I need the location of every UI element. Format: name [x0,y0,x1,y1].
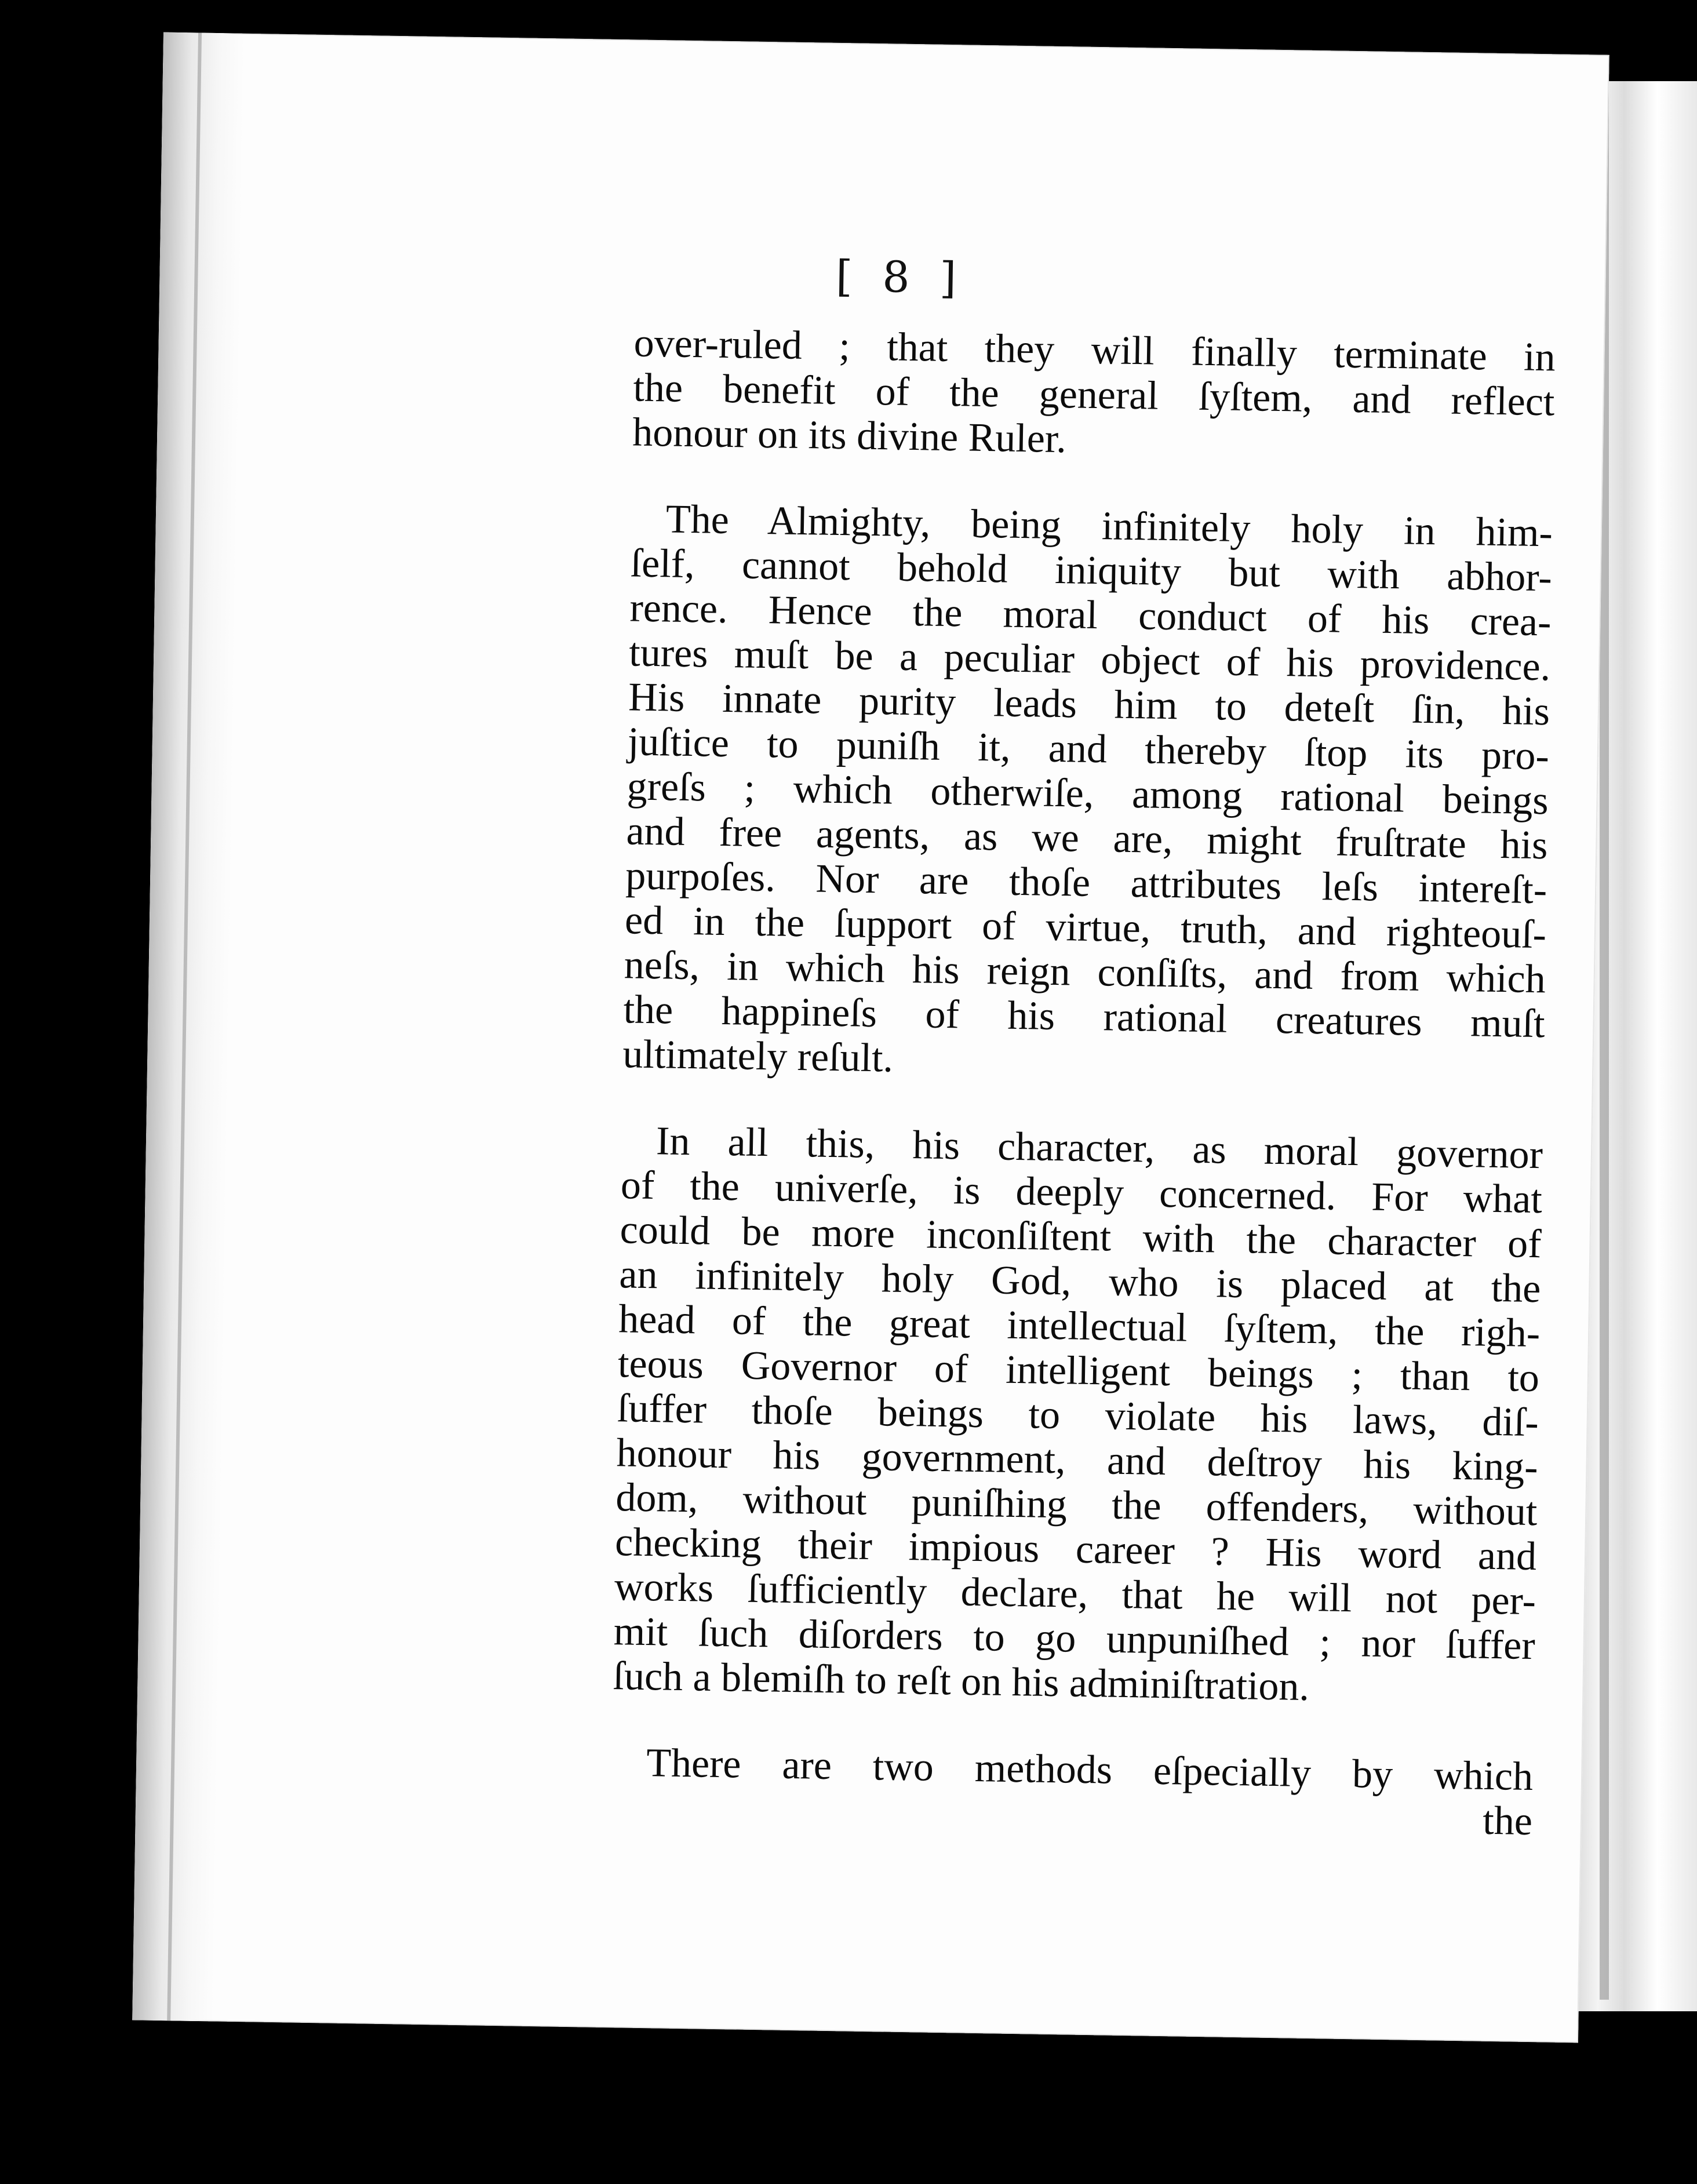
text-line: honour on its divine Ruler. [632,410,1067,462]
text-line: His innate purity leads him to deteſt ſin, his [628,675,1550,734]
page-gutter-shadow [132,32,245,2022]
text-line: ſuffer thoſe beings to violate his laws, diſ- [617,1386,1539,1446]
text-line: honour his government, and deſtroy his king- [616,1430,1539,1490]
text-line: dom, without puniſhing the offenders, without [615,1475,1538,1535]
text-line: works ſufficiently declare, that he will not per- [614,1564,1536,1624]
text-line: purpoſes. Nor are thoſe attributes leſs intereſt- [625,853,1547,913]
text-line: head of the great intellectual ſyſtem, the righ- [618,1297,1541,1356]
text-line: teous Governor of intelligent beings ; than to [617,1341,1540,1401]
text-line: In all this, his character, as moral governor [656,1119,1543,1178]
text-line: ſuch a blemiſh to reſt on his adminiſtration. [613,1654,1310,1710]
body-text [610,321,1556,1844]
text-line: neſs, in which his reign conſiſts, and from which [624,942,1546,1002]
text-line: over-ruled ; that they will finally terminate in [633,321,1556,380]
text-line: tures muſt be a peculiar object of his providence. [628,630,1551,690]
text-line: ed in the ſupport of virtue, truth, and righteouſ- [624,898,1547,958]
text-line: the happineſs of his rational creatures muſt [623,987,1546,1047]
text-line: and free agents, as we are, might fruſtrate his [625,809,1548,868]
page-fold [167,33,202,2021]
text-line: juſtice to puniſh it, and thereby ſtop its pro- [627,719,1550,779]
page-number: [ 8 ] [835,251,965,304]
text-line: There are two methods eſpecially by which [646,1741,1534,1800]
text-line: mit ſuch diſorders to go unpuniſhed ; nor ſuffer [613,1609,1536,1669]
text-line: ultimately reſult. [622,1032,894,1081]
text-line: rence. Hence the moral conduct of his crea- [629,585,1552,645]
text-line: of the univerſe, is deeply concerned. For what [620,1163,1543,1222]
text-line: the benefit of the general ſyſtem, and reflect [632,365,1555,425]
text-line: greſs ; which otherwiſe, among rational beings [627,764,1549,824]
text-line: ſelf, cannot behold iniquity but with abhor- [630,541,1553,600]
catchword: the [1482,1798,1533,1844]
text-line: The Almighty, being infinitely holy in him- [665,497,1553,556]
text-line: an infinitely holy God, who is placed at the [618,1252,1541,1312]
text-line: could be more inconſiſtent with the character of [620,1207,1542,1267]
book-page [132,32,1609,2043]
text-line: checking their impious career ? His word and [614,1520,1537,1579]
